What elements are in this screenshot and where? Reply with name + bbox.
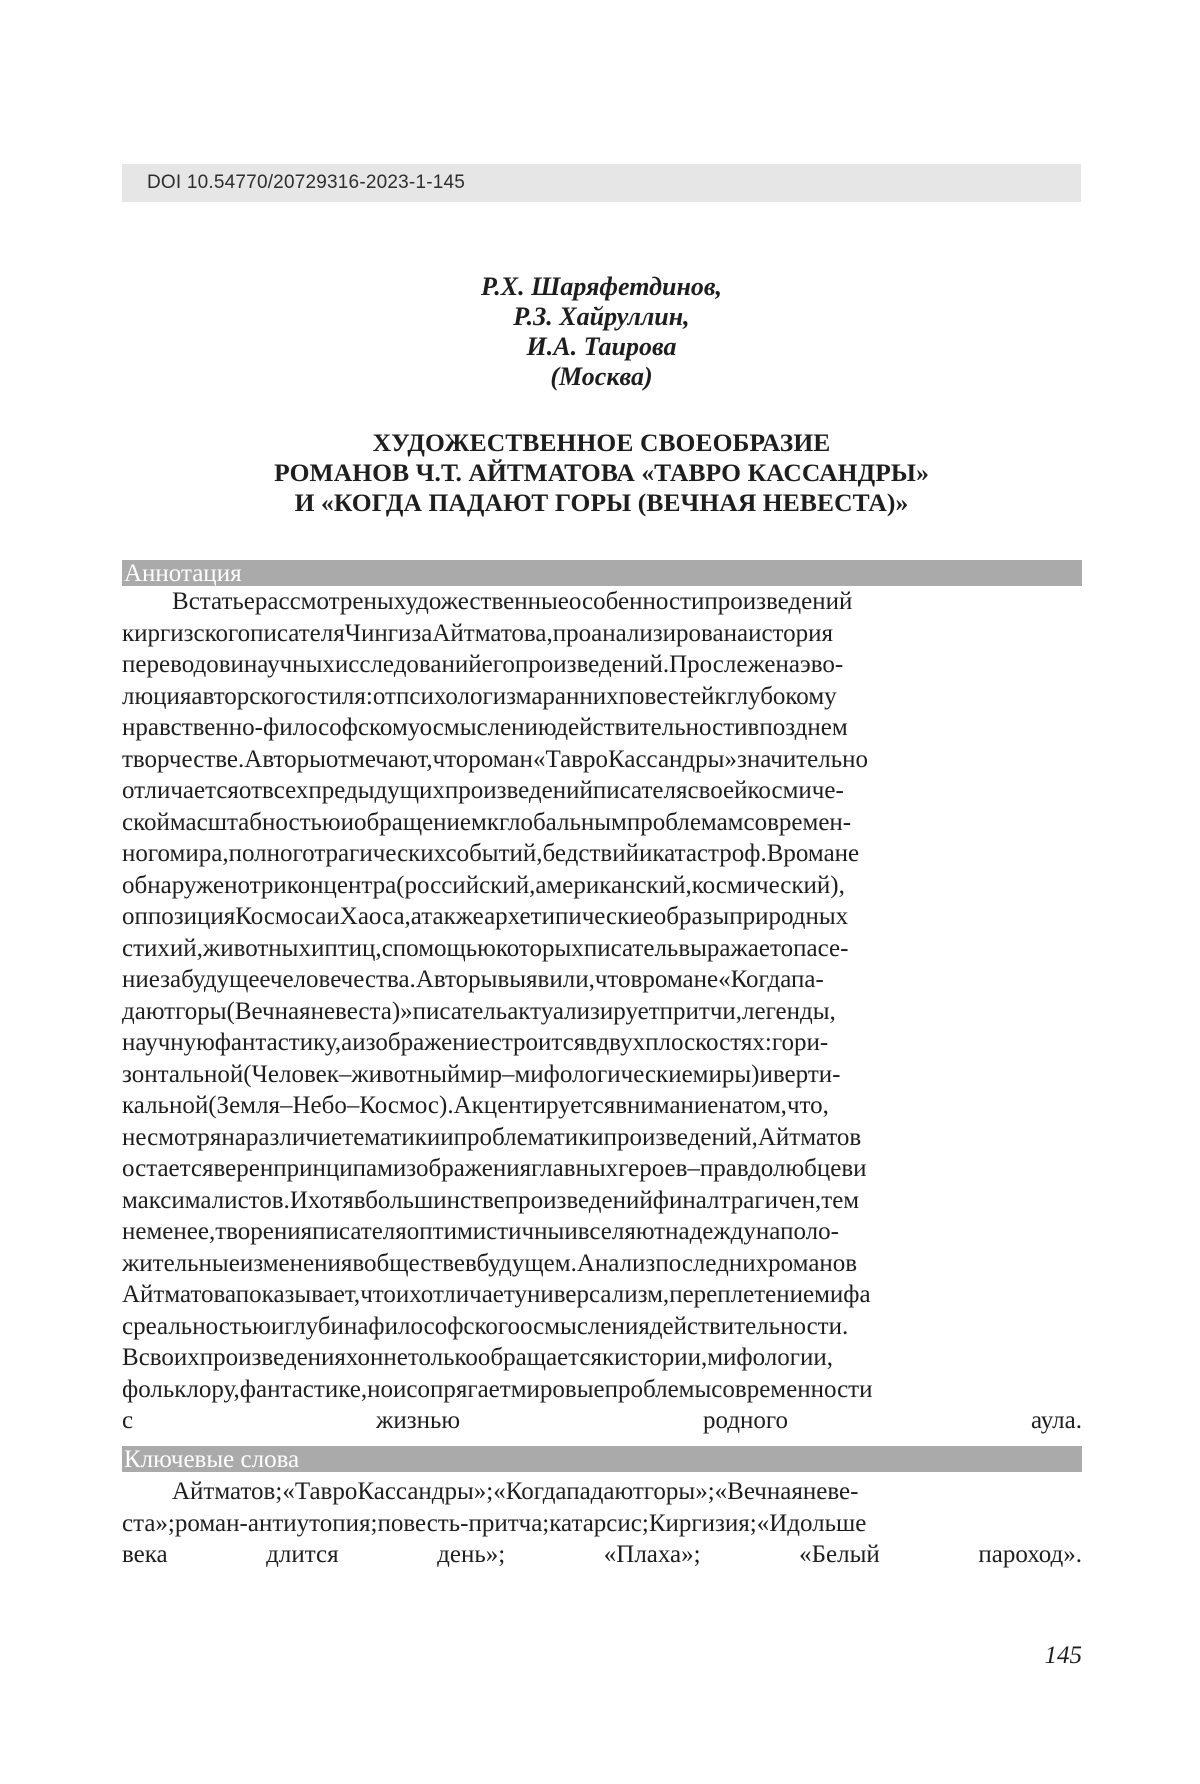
article-title (122, 428, 1081, 518)
abstract-line: Встатьерассмотреныхудожественныеособенностипроизведений (122, 586, 1082, 618)
abstract-line: зонтальной(Человек–животныймир–мифологическиемиры)иверти- (122, 1059, 1082, 1091)
keywords-text (122, 1476, 1082, 1571)
abstract-line: переводовинаучныхисследованийегопроизведений.Прослеженаэво- (122, 649, 1082, 681)
keywords-heading-bar (122, 1446, 1082, 1472)
abstract-line: отличаетсяотвсехпредыдущихпроизведенийписателясвоейкосмиче- (122, 775, 1082, 807)
abstract-line: творчестве.Авторыотмечают,чтороман«ТавроКассандры»значительно (122, 744, 1082, 776)
abstract-line: с жизнью родного аула. (122, 1405, 1082, 1437)
author-name: И.А. Таирова (122, 332, 1081, 362)
abstract-line: неменее,творенияписателяоптимистичныивселяютнадеждунаполо- (122, 1216, 1082, 1248)
abstract-line: ногомира,полноготрагическихсобытий,бедствийикатастроф.Вромане (122, 838, 1082, 870)
abstract-heading-bar (122, 560, 1082, 586)
abstract-line: стихий,животныхиптиц,спомощьюкоторыхписательвыражаетопасе- (122, 933, 1082, 965)
keywords-line: ста»;роман-антиутопия;повесть-притча;катарсис;Киргизия;«Идольше (122, 1508, 1082, 1540)
abstract-line: ниезабудущеечеловечества.Авторывыявили,чтовромане«Когдапа- (122, 964, 1082, 996)
keywords-line: века длится день»; «Плаха»; «Белый пароход». (122, 1539, 1082, 1571)
title-line: ХУДОЖЕСТВЕННОЕ СВОЕОБРАЗИЕ (122, 428, 1081, 458)
abstract-line: скоймасштабностьюиобращениемкглобальнымпроблемамсовремен- (122, 807, 1082, 839)
abstract-line: люцияавторскогостиля:отпсихологизмараннихповестейкглубокому (122, 681, 1082, 713)
abstract-text (122, 586, 1082, 1437)
abstract-line: максималистов.Ихотявбольшинствепроизведенийфиналтрагичен,тем (122, 1185, 1082, 1217)
abstract-line: остаетсяверенпринципамизображенияглавныхгероев–правдолюбцеви (122, 1153, 1082, 1185)
author-city: (Москва) (122, 362, 1081, 392)
abstract-heading: Аннотация (124, 560, 242, 587)
abstract-line: фольклору,фантастике,ноисопрягаетмировыепроблемысовременности (122, 1374, 1082, 1406)
page-number: 145 (1040, 1642, 1082, 1670)
keywords-heading: Ключевые слова (124, 1446, 299, 1473)
abstract-line: несмотрянаразличиетематикиипроблематикипроизведений,Айтматов (122, 1122, 1082, 1154)
author-name: Р.З. Хайруллин, (122, 302, 1081, 332)
abstract-line: обнаруженотриконцентра(российский,американский,космический), (122, 870, 1082, 902)
abstract-line: кальной(Земля–Небо–Космос).Акцентируетсявниманиенатом,что, (122, 1090, 1082, 1122)
doi-banner (122, 164, 1081, 202)
abstract-line: жительныеизменениявобществевбудущем.Анализпоследнихроманов (122, 1248, 1082, 1280)
abstract-line: среальностьюиглубинафилософскогоосмыслениядействительности. (122, 1311, 1082, 1343)
abstract-line: Всвоихпроизведенияхоннетолькообращаетсякистории,мифологии, (122, 1342, 1082, 1374)
abstract-line: научнуюфантастику,аизображениестроитсявдвухплоскостях:гори- (122, 1027, 1082, 1059)
authors-block (122, 272, 1081, 392)
title-line: РОМАНОВ Ч.Т. АЙТМАТОВА «ТАВРО КАССАНДРЫ» (122, 458, 1081, 488)
title-line: И «КОГДА ПАДАЮТ ГОРЫ (ВЕЧНАЯ НЕВЕСТА)» (122, 488, 1081, 518)
doi-text: DOI 10.54770/20729316-2023-1-145 (147, 172, 465, 194)
keywords-line: Айтматов;«ТавроКассандры»;«Когдападаютгоры»;«Вечнаяневе- (122, 1476, 1082, 1508)
abstract-line: киргизскогописателяЧингизаАйтматова,проанализированаистория (122, 618, 1082, 650)
abstract-line: даютгоры(Вечнаяневеста)»писательактуализируетпритчи,легенды, (122, 996, 1082, 1028)
author-name: Р.Х. Шаряфетдинов, (122, 272, 1081, 302)
abstract-line: оппозицияКосмосаиХаоса,атакжеархетипическиеобразыприродных (122, 901, 1082, 933)
abstract-line: нравственно-философскомуосмыслениюдействительностивпозднем (122, 712, 1082, 744)
abstract-line: Айтматовапоказывает,чтоихотличаетуниверсализм,переплетениемифа (122, 1279, 1082, 1311)
